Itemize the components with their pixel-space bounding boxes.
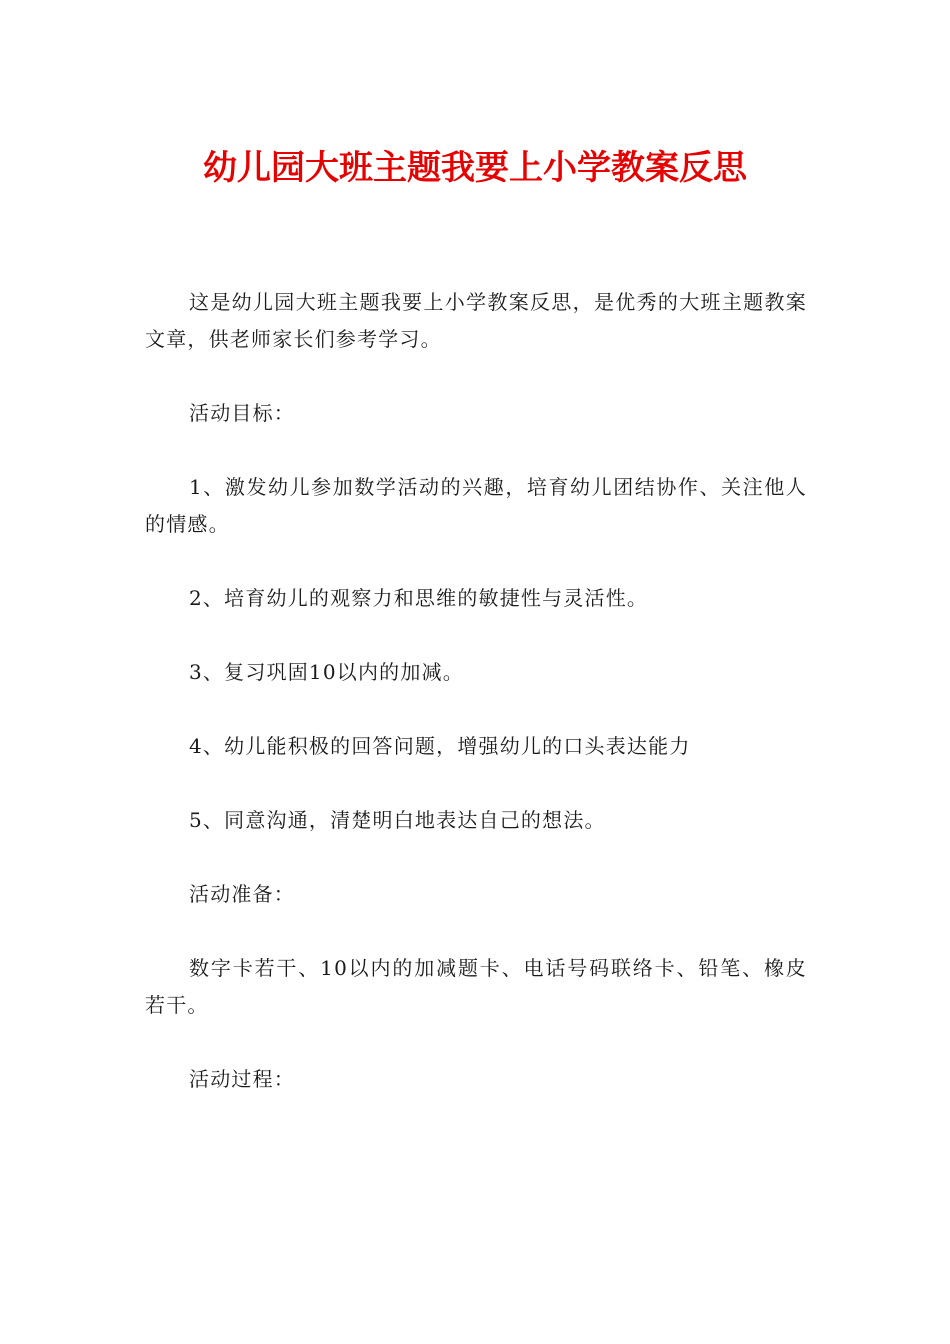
goal-item-4: 4、幼儿能积极的回答问题，增强幼儿的口头表达能力 — [189, 734, 691, 758]
preparation-paragraph: 数字卡若干、10以内的加减题卡、电话号码联络卡、铅笔、橡皮若干。 — [145, 956, 807, 1017]
document-title: 幼儿园大班主题我要上小学教案反思 — [203, 148, 747, 188]
goal-item-5: 5、同意沟通，清楚明白地表达自己的想法。 — [189, 808, 606, 832]
section-heading-preparation: 活动准备： — [189, 882, 295, 906]
section-heading-process: 活动过程： — [189, 1067, 295, 1091]
section-heading-goals: 活动目标： — [189, 401, 295, 425]
goal-item-2: 2、培育幼儿的观察力和思维的敏捷性与灵活性。 — [189, 586, 649, 610]
intro-paragraph: 这是幼儿园大班主题我要上小学教案反思，是优秀的大班主题教案文章，供老师家长们参考学习。 — [145, 290, 807, 351]
goal-item-3: 3、复习巩固10以内的加减。 — [189, 660, 464, 684]
goal-item-1: 1、激发幼儿参加数学活动的兴趣，培育幼儿团结协作、关注他人的情感。 — [145, 475, 807, 536]
document-body — [145, 284, 807, 1135]
